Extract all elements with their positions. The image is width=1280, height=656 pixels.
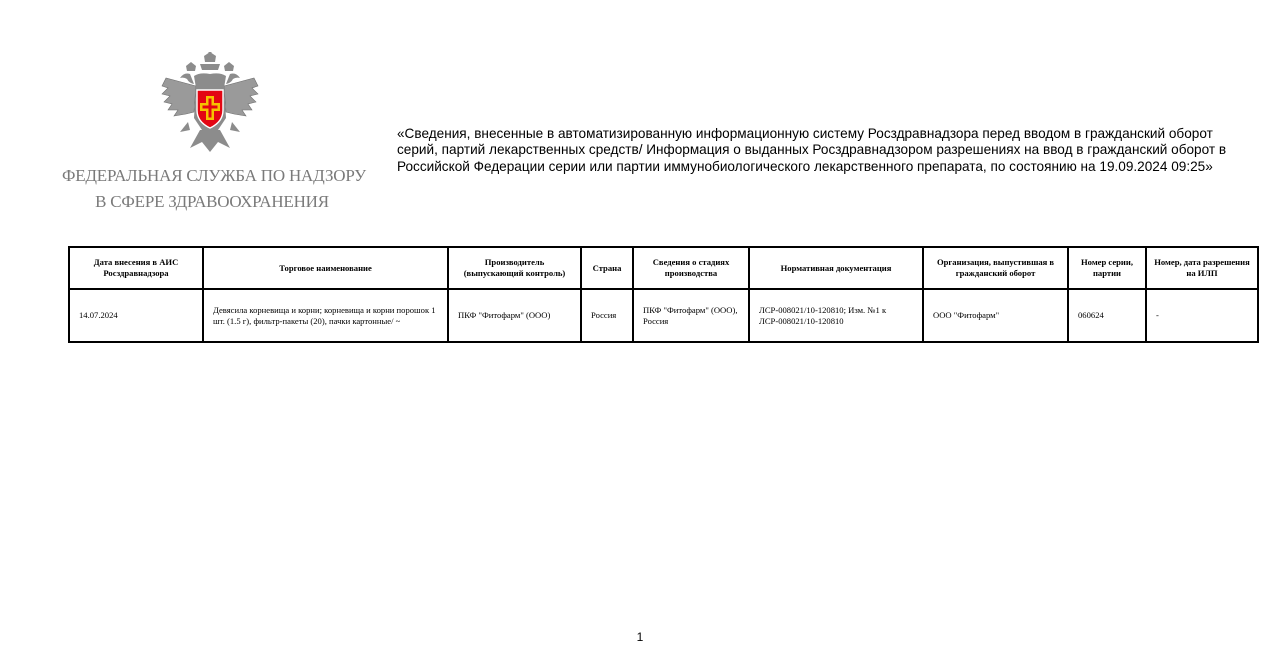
column-header-batch-number: Номер серии, партии [1068, 247, 1146, 289]
column-header-permit-number: Номер, дата разрешения на ИЛП [1146, 247, 1258, 289]
page-number: 1 [636, 630, 644, 644]
org-name-line-1: ФЕДЕРАЛЬНАЯ СЛУЖБА ПО НАДЗОРУ [62, 166, 367, 185]
column-header-regulatory-docs: Нормативная документация [749, 247, 923, 289]
cell-manufacturer: ПКФ "Фитофарм" (ООО) [448, 289, 581, 342]
org-name-line-2: В СФЕРЕ ЗДРАВООХРАНЕНИЯ [95, 192, 329, 211]
cell-production-stages: ПКФ "Фитофарм" (ООО), Россия [633, 289, 749, 342]
column-header-date: Дата внесения в АИС Росздравнадзора [69, 247, 203, 289]
cell-date: 14.07.2024 [69, 289, 203, 342]
column-header-manufacturer: Производитель (выпускающий контроль) [448, 247, 581, 289]
column-header-trade-name: Торговое наименование [203, 247, 448, 289]
column-header-country: Страна [581, 247, 633, 289]
document-title: «Сведения, внесенные в автоматизированную информационную систему Росздравнадзора перед вводом в гражданский оборот серий, партий лекарственных средств/ Информация о выданных Росздравнадзором разрешениях на ввод в гражданский оборот в Российской Федерации серии или партии иммунобиологического лекарственного препарата, по состоянию на 19.09.2024 09:25» [397, 126, 1227, 174]
column-header-production-stages: Сведения о стадиях производства [633, 247, 749, 289]
cell-permit-number: - [1146, 289, 1258, 342]
registry-table [68, 246, 1259, 343]
table-header-row [69, 247, 1258, 289]
cell-batch-number: 060624 [1068, 289, 1146, 342]
cell-trade-name: Девясила корневища и корни; корневища и корни порошок 1 шт. (1.5 г), фильтр-пакеты (20), пачки картонные/ ~ [203, 289, 448, 342]
roszdravnadzor-logo [62, 52, 367, 222]
double-headed-eagle-icon [160, 52, 260, 156]
cell-country: Россия [581, 289, 633, 342]
table-row [69, 289, 1258, 342]
cell-releasing-organization: ООО "Фитофарм" [923, 289, 1068, 342]
cell-regulatory-docs: ЛСР-008021/10-120810; Изм. №1 к ЛСР-008021/10-120810 [749, 289, 923, 342]
column-header-releasing-organization: Организация, выпустившая в гражданский оборот [923, 247, 1068, 289]
